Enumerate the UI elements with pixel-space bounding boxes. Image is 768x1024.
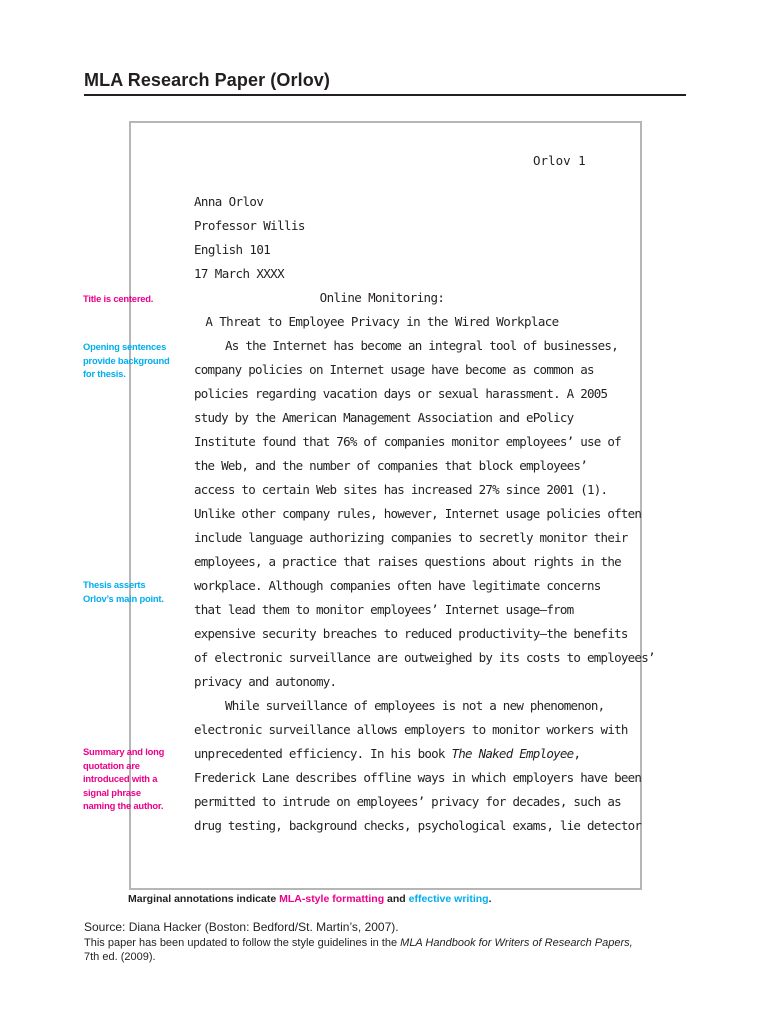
annotation-legend xyxy=(128,893,491,905)
annotation-opening-sentences xyxy=(83,340,170,381)
body-line: policies regarding vacation days or sexual harassment. A 2005 xyxy=(194,386,608,401)
body-line: permitted to intrude on employees’ privacy for decades, such as xyxy=(194,794,621,809)
annotation-line: for thesis. xyxy=(83,368,126,379)
handbook-title: MLA Handbook for Writers of Research Papers, xyxy=(400,937,633,949)
paper-title-line-2: A Threat to Employee Privacy in the Wired Workplace xyxy=(205,314,559,329)
update-note-edition: 7th ed. (2009). xyxy=(84,951,156,963)
body-line: the Web, and the number of companies that block employees’ xyxy=(194,458,587,473)
annotation-line: provide background xyxy=(83,354,170,366)
body-line: Unlike other company rules, however, Internet usage policies often xyxy=(194,506,642,521)
legend-text: and xyxy=(384,893,409,905)
course-name: English 101 xyxy=(194,242,271,257)
body-line: company policies on Internet usage have become as common as xyxy=(194,362,594,377)
source-line: Source: Diana Hacker (Boston: Bedford/St. Martin’s, 2007). xyxy=(84,920,399,934)
body-line: that lead them to monitor employees’ Internet usage—from xyxy=(194,602,574,617)
body-line: include language authorizing companies to secretly monitor their xyxy=(194,530,628,545)
legend-format-label: MLA-style formatting xyxy=(279,893,385,905)
annotation-line: naming the author. xyxy=(83,800,164,811)
annotation-line: Title is centered. xyxy=(83,293,154,304)
body-line: electronic surveillance allows employers to monitor workers with xyxy=(194,722,628,737)
running-head: Orlov 1 xyxy=(533,153,586,168)
note-text: This paper has been updated to follow the style guidelines in the xyxy=(84,937,401,949)
heading-rule xyxy=(84,94,686,96)
paper-date: 17 March XXXX xyxy=(194,266,285,281)
annotation-line: introduced with a xyxy=(83,773,158,784)
legend-text: Marginal annotations indicate xyxy=(128,893,280,905)
body-line: As the Internet has become an integral tool of businesses, xyxy=(225,338,618,353)
body-line: employees, a practice that raises questions about rights in the xyxy=(194,554,621,569)
author-name: Anna Orlov xyxy=(194,194,264,209)
book-title: The Naked Employee xyxy=(451,746,574,761)
annotation-line: Summary and long xyxy=(83,746,165,757)
body-text: unprecedented efficiency. In his book xyxy=(194,746,452,761)
annotation-line: Opening sentences xyxy=(83,341,167,352)
body-line xyxy=(194,746,580,761)
legend-writing-label: effective writing xyxy=(408,893,489,905)
annotation-thesis xyxy=(83,578,164,605)
annotation-title-centered xyxy=(83,292,153,306)
body-line: study by the American Management Association and ePolicy xyxy=(194,410,574,425)
body-line: privacy and autonomy. xyxy=(194,674,337,689)
legend-text: . xyxy=(488,893,492,905)
annotation-line: signal phrase xyxy=(83,786,141,798)
annotation-line: Thesis asserts xyxy=(83,579,146,590)
body-line: access to certain Web sites has increased 27% since 2001 (1). xyxy=(194,482,608,497)
instructor-name: Professor Willis xyxy=(194,218,305,233)
body-line: Frederick Lane describes offline ways in which employers have been xyxy=(194,770,642,785)
annotation-summary-quotation xyxy=(83,745,164,813)
body-line: Institute found that 76% of companies monitor employees’ use of xyxy=(194,434,621,449)
body-line: drug testing, background checks, psychological exams, lie detector xyxy=(194,818,642,833)
body-line: workplace. Although companies often have legitimate concerns xyxy=(194,578,601,593)
body-line: expensive security breaches to reduced productivity—the benefits xyxy=(194,626,628,641)
update-note xyxy=(84,937,633,949)
body-line: While surveillance of employees is not a new phenomenon, xyxy=(225,698,605,713)
annotation-line: quotation are xyxy=(83,759,140,771)
document-heading: MLA Research Paper (Orlov) xyxy=(84,70,331,90)
body-text: , xyxy=(573,746,581,761)
body-line: of electronic surveillance are outweighed by its costs to employees’ xyxy=(194,650,655,665)
paper-title-line-1: Online Monitoring: xyxy=(319,290,445,305)
annotation-line: Orlov’s main point. xyxy=(83,592,164,604)
